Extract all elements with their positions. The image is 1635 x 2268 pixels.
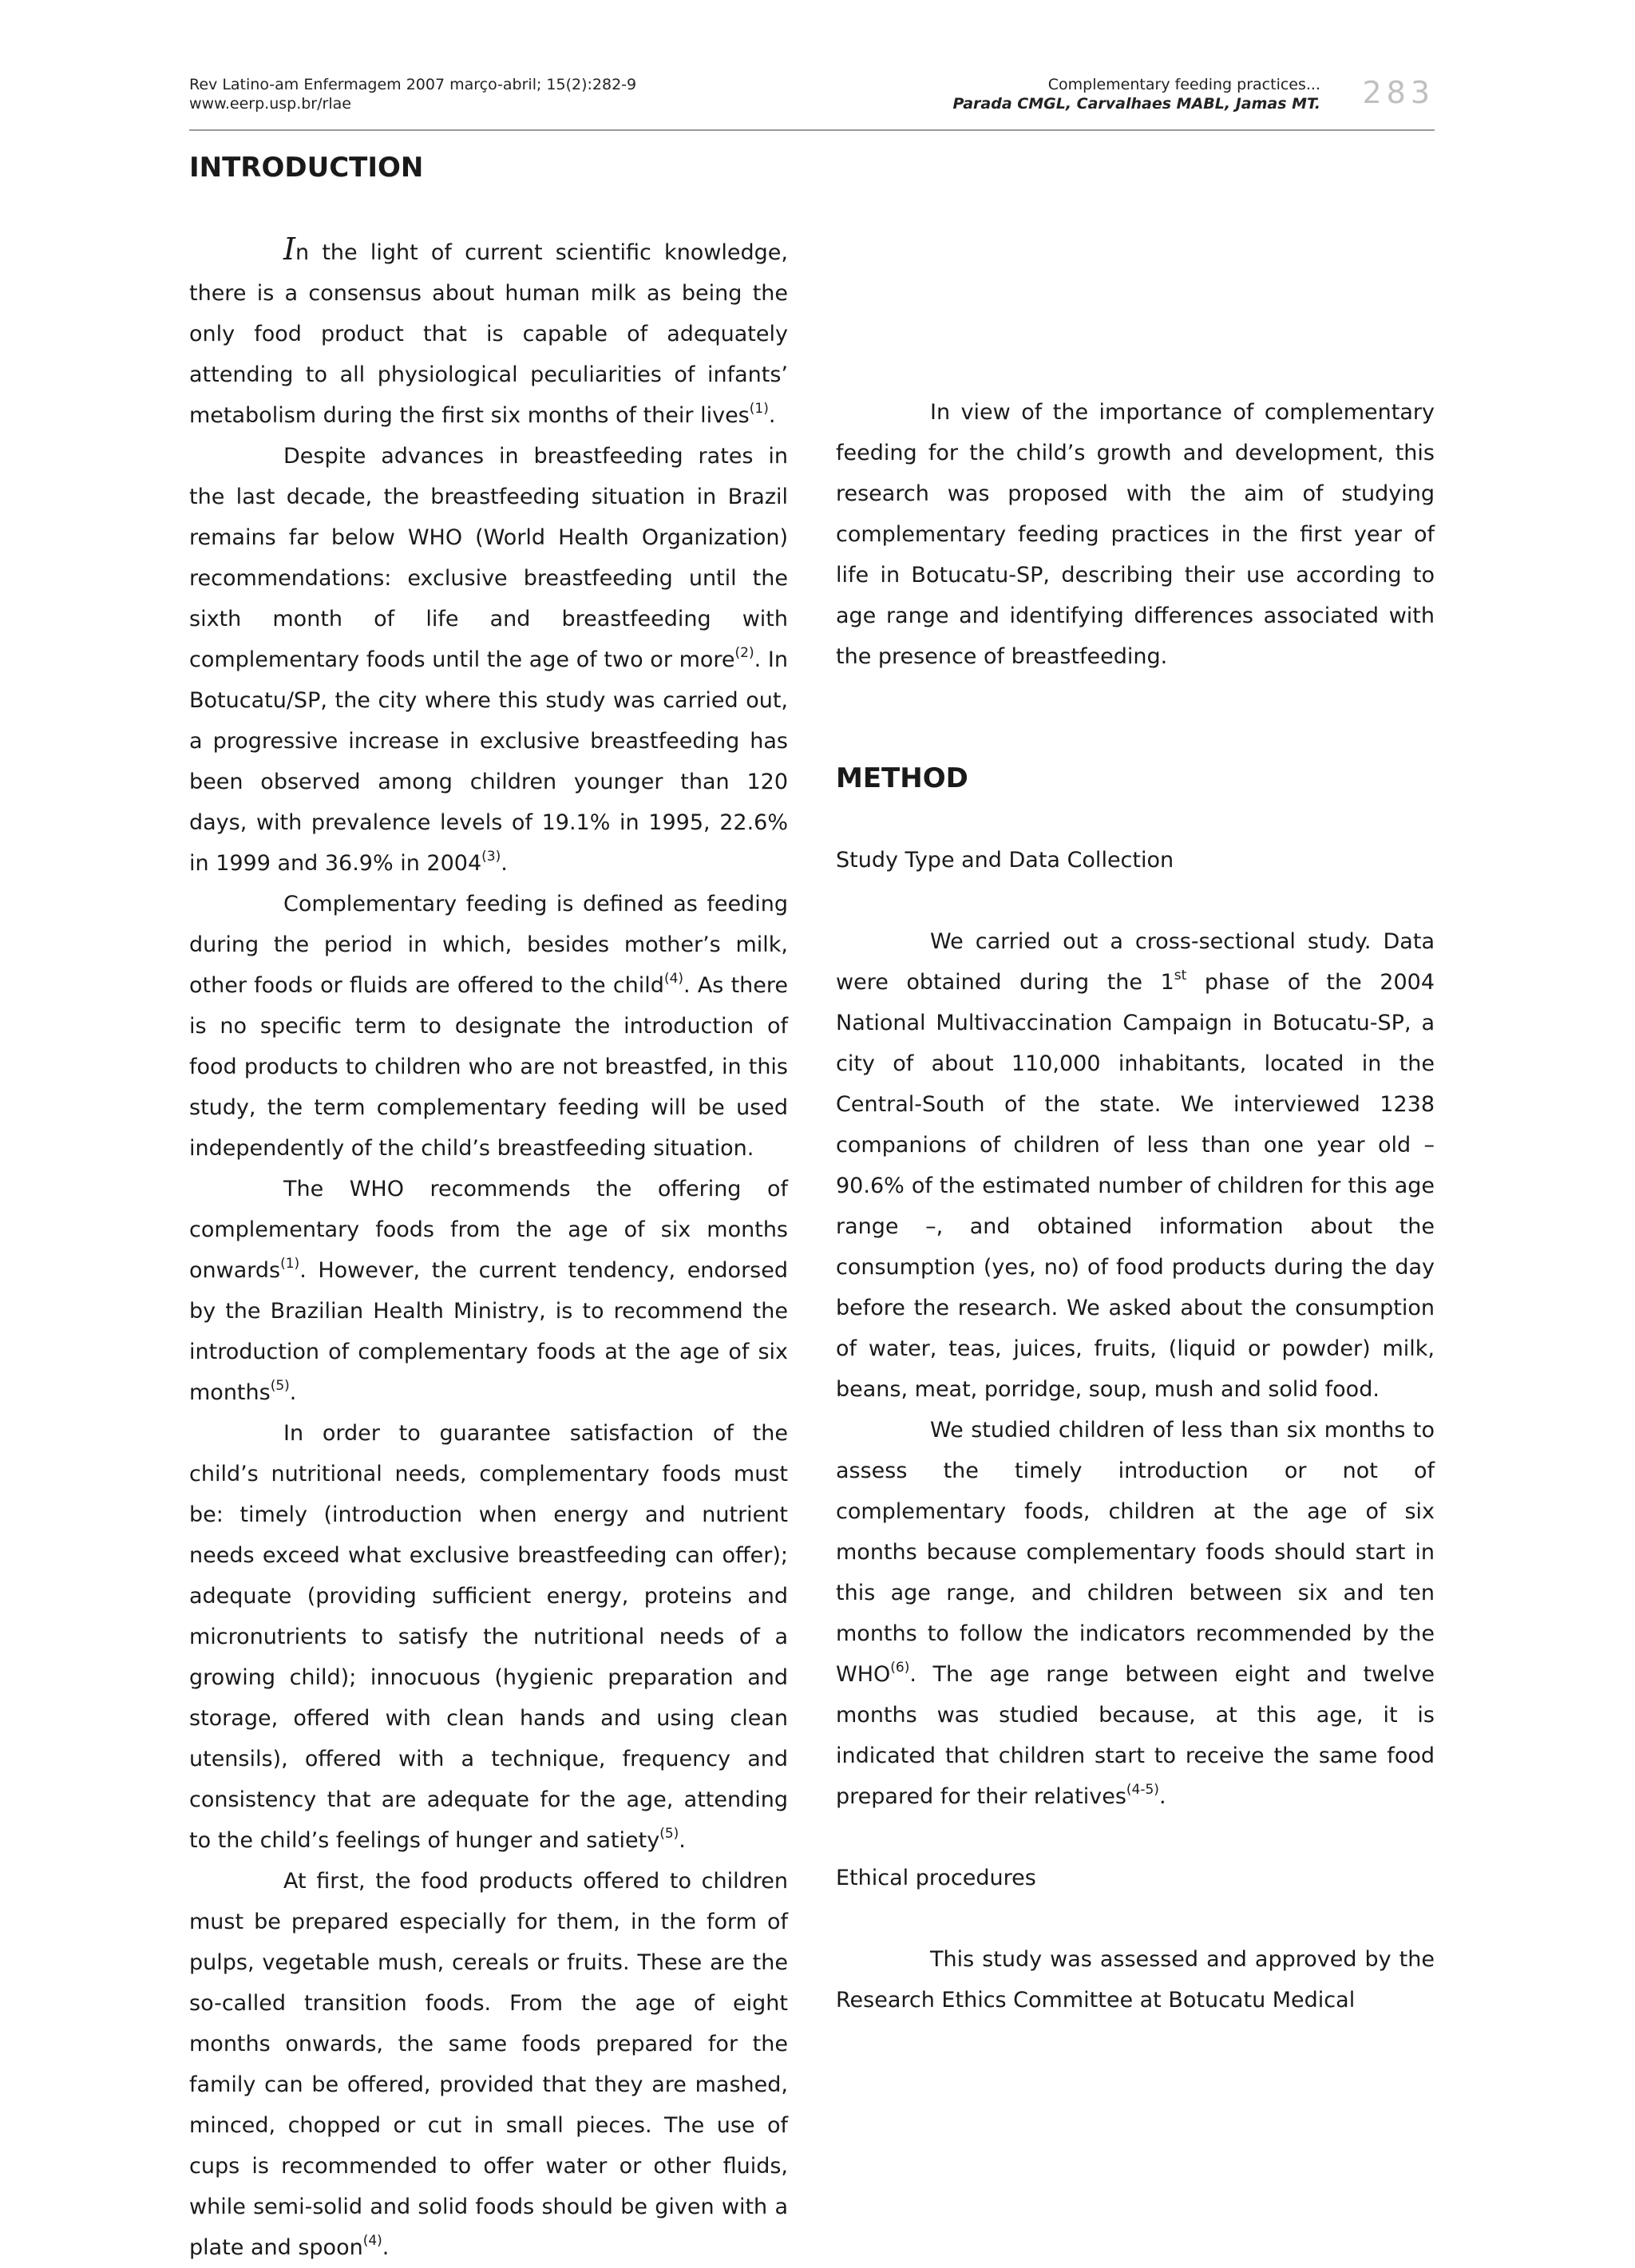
- method-paragraph-3: This study was assessed and approved by the Research Ethics Committee at Botucatu Medical: [836, 1947, 1435, 2013]
- page-number: 283: [1362, 75, 1435, 110]
- authors: Parada CMGL, Carvalhaes MABL, Jamas MT.: [952, 95, 1320, 113]
- citation: (3): [481, 849, 501, 865]
- running-title: Complementary feeding practices...: [1047, 76, 1320, 93]
- citation: (1): [280, 1256, 300, 1272]
- citation: (4): [663, 971, 684, 987]
- citation: (2): [734, 645, 754, 661]
- intro-paragraph-6: At first, the food products offered to children must be prepared especially for them, in the form of pulps, vegetable mush, cereals or fruits. These are the so-called transition foods. From the age of eight months onwards, the same foods prepared for the family can be offered, provided that they are mashed, minced, chopped or cut in small pieces. The use of cups is recommended to offer water or other fluids, while semi-solid and solid foods should be given with a plate and spoon$^{(4)}$.: [189, 1869, 788, 2260]
- citation: (5): [270, 1378, 290, 1394]
- subheading-ethical-procedures: Ethical procedures: [836, 1866, 1036, 1890]
- continued-paragraph-space: [836, 148, 1435, 392]
- subheading-study-type: Study Type and Data Collection: [836, 848, 1174, 873]
- citation: (4-5): [1126, 1782, 1159, 1798]
- intro-paragraph-4: The WHO recommends the offering of complementary foods from the age of six months onwards$^{(1)}$. However, the current tendency, endorsed by the Brazilian Health Ministry, is to recommend the introduction of complementary foods at the age of six months$^{(5)}$.: [189, 1177, 788, 1405]
- ordinal-suffix: st: [1174, 968, 1187, 984]
- right-column: [836, 148, 1435, 2021]
- method-heading: METHOD: [836, 762, 968, 794]
- journal-volume-line: Rev Latino-am Enfermagem 2007 março-abril; 15(2):282-9: [189, 76, 637, 93]
- intro-paragraph-1: In the light of current scientific knowledge, there is a consensus about human milk as being the only food product that is capable of adequately attending to all physiological peculiarities of infants’ metabolism during the first six months of their lives$^{(1)}$.: [189, 232, 788, 428]
- drop-cap: I: [283, 232, 296, 267]
- citation: (4): [362, 2233, 382, 2249]
- intro-paragraph-7: In view of the importance of complementary feeding for the child’s growth and development, this research was proposed with the aim of studying complementary feeding practices in the first year of life in Botucatu-SP, describing their use according to age range and identifying differences associated with the presence of breastfeeding.: [836, 400, 1435, 669]
- citation: (1): [749, 401, 769, 417]
- intro-paragraph-5: In order to guarantee satisfaction of the child’s nutritional needs, complementary foods must be: timely (introduction when energy and nutrient needs exceed what exclusive breastfeeding can offer); adequate (providing sufficient energy, proteins and micronutrients to satisfy the nutritional needs of a growing child); innocuous (hygienic preparation and storage, offered with clean hands and using clean utensils), offered with a technique, frequency and consistency that are adequate for the age, attending to the child’s feelings of hunger and satiety$^{(5)}$.: [189, 1421, 788, 1853]
- left-column: [189, 148, 788, 2268]
- introduction-heading: INTRODUCTION: [189, 152, 424, 184]
- running-header: [189, 75, 1435, 131]
- method-paragraph-1: We carried out a cross-sectional study. Data were obtained during the 1st phase of the 2004 National Multivaccination Campaign in Botucatu-SP, a city of about 110,000 inhabitants, located in the Central-South of the state. We interviewed 1238 companions of children of less than one year old – 90.6% of the estimated number of children for this age range –, and obtained information about the consumption (yes, no) of food products during the day before the research. We asked about the consumption of water, teas, juices, fruits, (liquid or powder) milk, beans, meat, porridge, soup, mush and solid food.: [836, 929, 1435, 1402]
- journal-url: www.eerp.usp.br/rlae: [189, 95, 351, 113]
- method-paragraph-2: We studied children of less than six months to assess the timely introduction or not of complementary foods, children at the age of six months because complementary foods should start in this age range, and children between six and ten months to follow the indicators recommended by the WHO$^{(6)}$. The age range between eight and twelve months was studied because, at this age, it is indicated that children start to receive the same food prepared for their relatives$^{(4-5)}$.: [836, 1418, 1435, 1809]
- journal-citation: [189, 75, 636, 113]
- article-citation: [953, 75, 1320, 113]
- citation: (5): [659, 1826, 679, 1842]
- citation: (6): [890, 1660, 910, 1676]
- intro-paragraph-3: Complementary feeding is defined as feeding during the period in which, besides mother’s milk, other foods or fluids are offered to the child$^{(4)}$. As there is no specific term to designate the introduction of food products to children who are not breastfed, in this study, the term complementary feeding will be used independently of the child’s breastfeeding situation.: [189, 892, 789, 1161]
- intro-paragraph-2: Despite advances in breastfeeding rates in the last decade, the breastfeeding situation in Brazil remains far below WHO (World Health Organization) recommendations: exclusive breastfeeding until the sixth month of life and breastfeeding with complementary foods until the age of two or more$^{(2)}$. In Botucatu/SP, the city where this study was carried out, a progressive increase in exclusive breastfeeding has been observed among children younger than 120 days, with prevalence levels of 19.1% in 1995, 22.6% in 1999 and 36.9% in 2004$^{(3)}$.: [189, 444, 788, 876]
